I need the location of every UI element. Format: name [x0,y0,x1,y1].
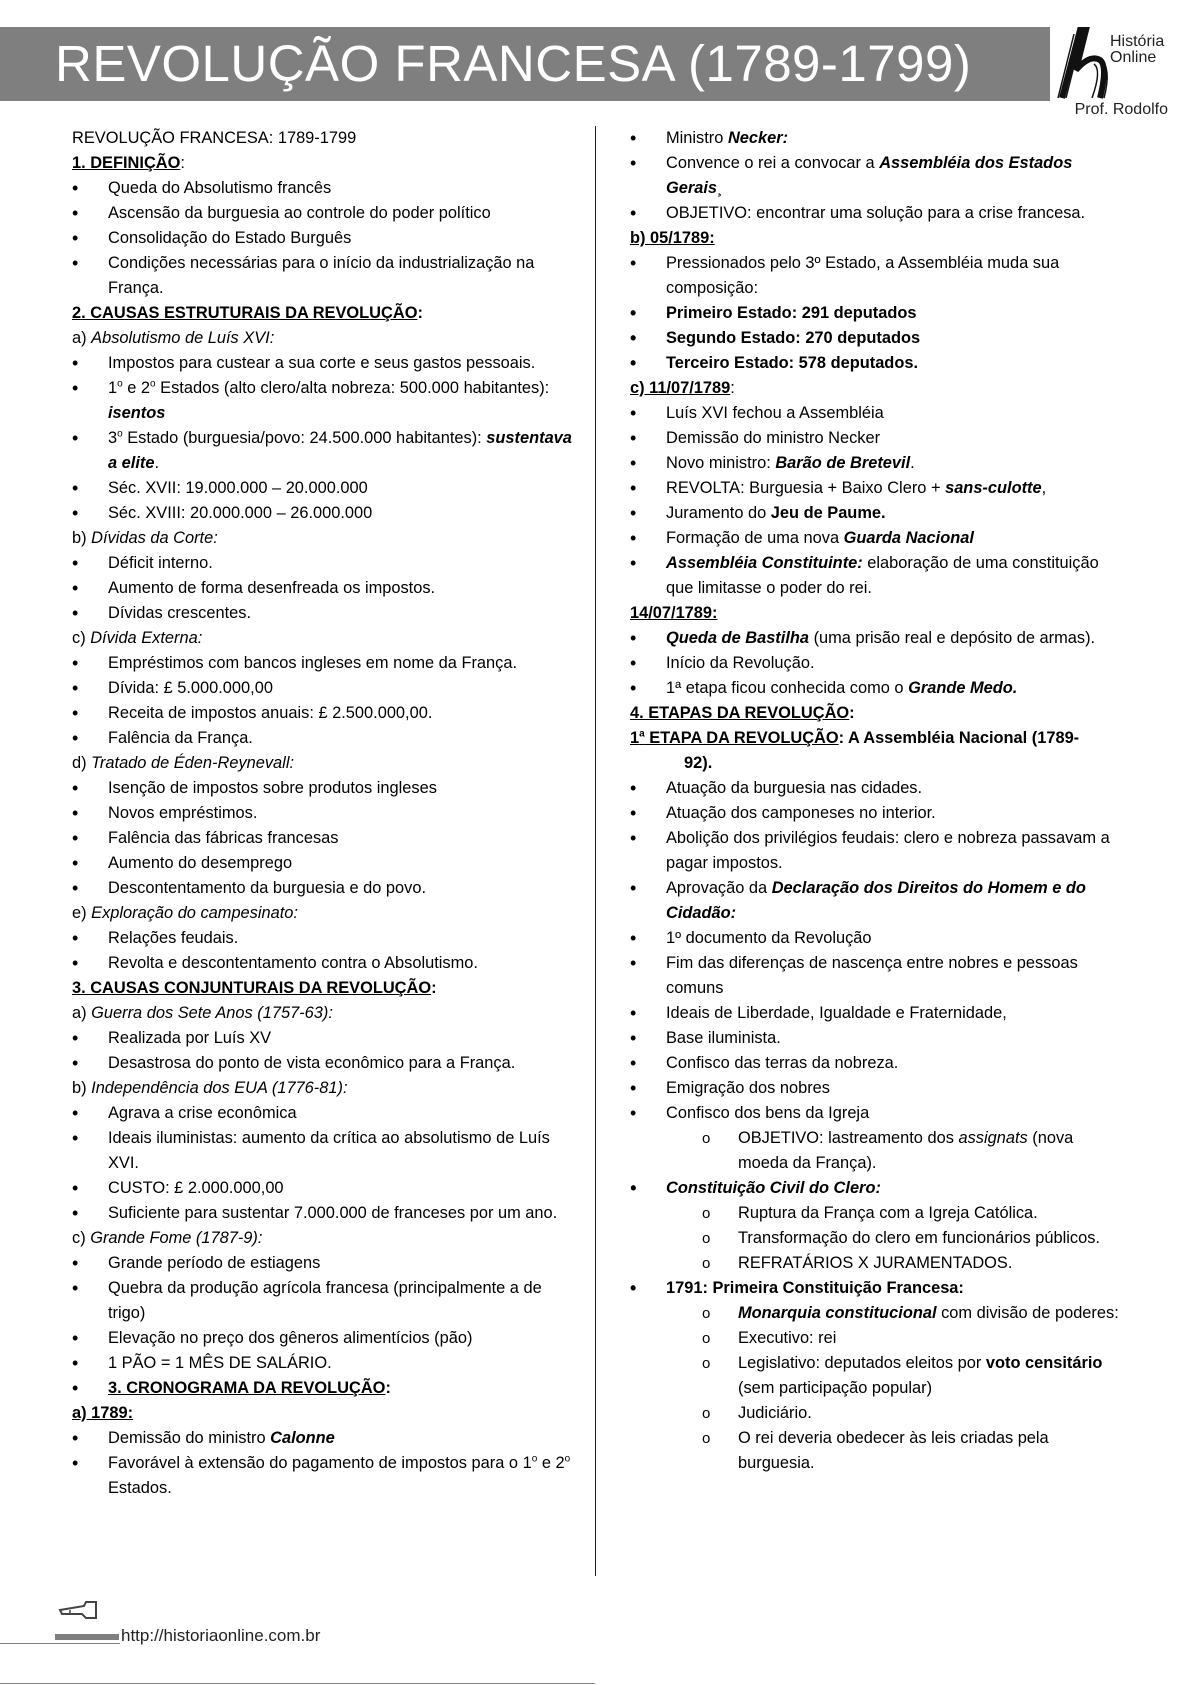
subsection-heading: a) Absolutismo de Luís XVI: [72,329,275,347]
doc-heading: REVOLUÇÃO FRANCESA: 1789-1799 [72,129,357,147]
subsection-heading: c) Dívida Externa: [72,629,203,647]
footer-url[interactable]: http://historiaonline.com.br [121,1626,321,1645]
subsection-heading: 14/07/1789: [630,604,718,622]
list-item: • Assembléia Constituinte: elaboração de uma constituição que limitasse o poder do rei. [630,551,1125,601]
list-item: • Luís XVI fechou a Assembléia [630,401,1125,426]
sub-list-item: o O rei deveria obedecer às leis criadas pela burguesia. [630,1426,1125,1476]
list-item: • Isenção de impostos sobre produtos ingleses [72,776,572,801]
list-item: • Novo ministro: Barão de Bretevil. [630,451,1125,476]
list-item: • Quebra da produção agrícola francesa (principalmente a de trigo) [72,1276,572,1326]
section-heading: 2. CAUSAS ESTRUTURAIS DA REVOLUÇÃO: [72,304,423,322]
footer-bar [55,1634,119,1640]
list-item: • Pressionados pelo 3º Estado, a Assembléia muda sua composição: [630,251,1125,301]
list-item: • Fim das diferenças de nascença entre nobres e pessoas comuns [630,951,1125,1001]
list-item: • Emigração dos nobres [630,1076,1125,1101]
list-item: • Empréstimos com bancos ingleses em nome da França. [72,651,572,676]
list-item: • OBJETIVO: encontrar uma solução para a crise francesa. [630,201,1125,226]
list-item: • Segundo Estado: 270 deputados [630,326,1125,351]
section-heading: • 3. CRONOGRAMA DA REVOLUÇÃO: [72,1376,572,1401]
list-item: • Base iluminista. [630,1026,1125,1051]
list-item: • Queda de Bastilha (uma prisão real e depósito de armas). [630,626,1125,651]
sub-list-item: o OBJETIVO: lastreamento dos assignats (nova moeda da França). [630,1126,1125,1176]
list-item: • Falência das fábricas francesas [72,826,572,851]
title-banner [0,27,1050,101]
sub-list-item: o Legislativo: deputados eleitos por voto censitário (sem participação popular) [630,1351,1125,1401]
subsection-heading-cont: 92). [684,754,713,772]
list-item: • 1791: Primeira Constituição Francesa: [630,1276,1125,1301]
list-item: • Início da Revolução. [630,651,1125,676]
list-item: • Novos empréstimos. [72,801,572,826]
list-item: • Impostos para custear a sua corte e seus gastos pessoais. [72,351,572,376]
sub-list-item: o Judiciário. [630,1401,1125,1426]
sub-list-item: o Ruptura da França com a Igreja Católica. [630,1201,1125,1226]
list-item: • Demissão do ministro Calonne [72,1426,572,1451]
list-item: • Dívida: £ 5.000.000,00 [72,676,572,701]
list-item: • Favorável à extensão do pagamento de impostos para o 1$^o$ e 2$^o$ Estados. [72,1451,572,1501]
page-title: REVOLUÇÃO FRANCESA (1789-1799) [55,35,972,92]
list-item: • Suficiente para sustentar 7.000.000 de franceses por um ano. [72,1201,572,1226]
list-item: • Descontentamento da burguesia e do povo. [72,876,572,901]
subsection-heading: d) Tratado de Éden-Reynevall: [72,754,295,772]
list-item: • Agrava a crise econômica [72,1101,572,1126]
list-item: • Relações feudais. [72,926,572,951]
list-item: • Revolta e descontentamento contra o Absolutismo. [72,951,572,976]
list-item: • Formação de uma nova Guarda Nacional [630,526,1125,551]
list-item: • Confisco das terras da nobreza. [630,1051,1125,1076]
list-item: • Aumento de forma desenfreada os impostos. [72,576,572,601]
subsection-heading: c) 11/07/1789: [630,379,735,397]
list-item: • Séc. XVIII: 20.000.000 – 26.000.000 [72,501,572,526]
list-item: • Condições necessárias para o início da industrialização na França. [72,251,572,301]
list-item: • Ascensão da burguesia ao controle do poder político [72,201,572,226]
list-item: • Ideais iluministas: aumento da crítica ao absolutismo de Luís XVI. [72,1126,572,1176]
left-column [72,126,572,1501]
list-item: • Juramento do Jeu de Paume. [630,501,1125,526]
logo-text-historia: História [1110,33,1165,50]
sub-list-item: o REFRATÁRIOS X JURAMENTADOS. [630,1251,1125,1276]
list-item: • Séc. XVII: 19.000.000 – 20.000.000 [72,476,572,501]
list-item: • Consolidação do Estado Burguês [72,226,572,251]
subsection-heading: b) Dívidas da Corte: [72,529,218,547]
list-item: • CUSTO: £ 2.000.000,00 [72,1176,572,1201]
list-item: • Queda do Absolutismo francês [72,176,572,201]
sub-list-item: o Executivo: rei [630,1326,1125,1351]
list-item: • Dívidas crescentes. [72,601,572,626]
right-column [630,126,1125,1476]
list-item: • Atuação da burguesia nas cidades. [630,776,1125,801]
list-item: • 1º documento da Revolução [630,926,1125,951]
list-item: • 3$^o$ Estado (burguesia/povo: 24.500.000 habitantes): sustentava a elite. [72,426,572,476]
list-item: • Desastrosa do ponto de vista econômico para a França. [72,1051,572,1076]
list-item: • Terceiro Estado: 578 deputados. [630,351,1125,376]
footer-rule [0,1643,120,1644]
historia-online-logo [1056,26,1168,102]
list-item: • REVOLTA: Burguesia + Baixo Clero + sans-culotte, [630,476,1125,501]
list-item: • Convence o rei a convocar a Assembléia dos Estados Gerais¸ [630,151,1125,201]
list-item: • Falência da França. [72,726,572,751]
list-item: • Realizada por Luís XV [72,1026,572,1051]
list-item: • 1ª etapa ficou conhecida como o Grande Medo. [630,676,1125,701]
list-item: • Elevação no preço dos gêneros alimentícios (pão) [72,1326,572,1351]
list-item: • 1 PÃO = 1 MÊS DE SALÁRIO. [72,1351,572,1376]
list-item: • Déficit interno. [72,551,572,576]
author-name: Prof. Rodolfo [1074,101,1168,118]
list-item: • Ideais de Liberdade, Igualdade e Fraternidade, [630,1001,1125,1026]
list-item: • 1$^o$ e 2$^o$ Estados (alto clero/alta nobreza: 500.000 habitantes): isentos [72,376,572,426]
list-item: • Confisco dos bens da Igreja [630,1101,1125,1126]
pointing-hand-icon [58,1600,100,1622]
list-item: • Grande período de estiagens [72,1251,572,1276]
list-item: • Receita de impostos anuais: £ 2.500.000,00. [72,701,572,726]
bottom-rule [0,1683,595,1684]
section-heading: 3. CAUSAS CONJUNTURAIS DA REVOLUÇÃO: [72,979,437,997]
list-item: • Ministro Necker: [630,126,1125,151]
list-item: • Aprovação da Declaração dos Direitos do Homem e do Cidadão: [630,876,1125,926]
subsection-heading: c) Grande Fome (1787-9): [72,1229,263,1247]
list-item: • Primeiro Estado: 291 deputados [630,301,1125,326]
sub-list-item: o Transformação do clero em funcionários públicos. [630,1226,1125,1251]
list-item: • Constituição Civil do Clero: [630,1176,1125,1201]
section-heading: 4. ETAPAS DA REVOLUÇÃO: [630,704,855,722]
sub-list-item: o Monarquia constitucional com divisão de poderes: [630,1301,1125,1326]
column-divider [595,126,596,1576]
list-item: • Atuação dos camponeses no interior. [630,801,1125,826]
subsection-heading: e) Exploração do campesinato: [72,904,298,922]
list-item: • Abolição dos privilégios feudais: clero e nobreza passavam a pagar impostos. [630,826,1125,876]
subsection-heading: a) Guerra dos Sete Anos (1757-63): [72,1004,333,1022]
list-item: • Demissão do ministro Necker [630,426,1125,451]
list-item: • Aumento do desemprego [72,851,572,876]
logo-text-online: Online [1110,49,1157,66]
subsection-heading: 1$^a$ ETAPA DA REVOLUÇÃO: A Assembléia Nacional (1789- [630,728,1080,747]
section-heading: 1. DEFINIÇÃO: [72,154,185,172]
subsection-heading: b) 05/1789: [630,229,715,247]
subsection-heading: b) Independência dos EUA (1776-81): [72,1079,348,1097]
subsection-heading: a) 1789: [72,1404,134,1422]
